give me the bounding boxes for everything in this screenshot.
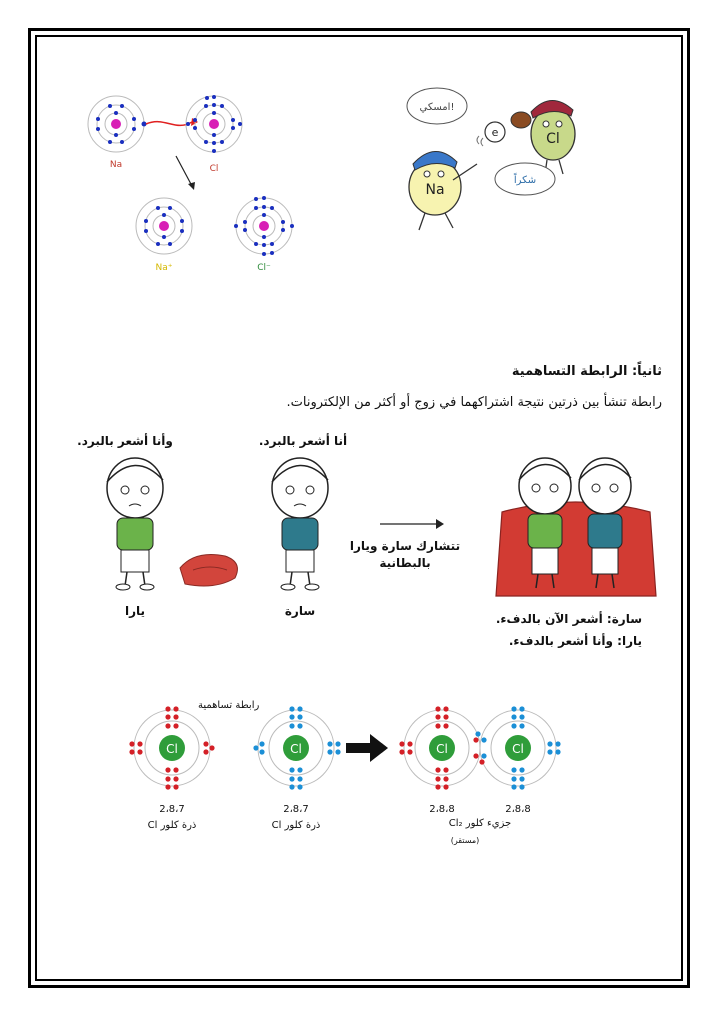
share-caption-line-1: تتشارك سارة ويارا	[349, 539, 461, 553]
molecule-stable-note: (مستقر)	[450, 836, 480, 845]
cl-character-label: Cl	[546, 131, 560, 147]
na-ion	[136, 198, 192, 254]
cl-symbol-1: Cl	[166, 742, 178, 756]
molecule-caption: جزيء كلور Cl₂	[448, 818, 512, 829]
reaction-arrow-bold	[346, 734, 388, 762]
cl2-formation-diagram	[120, 702, 580, 798]
cl-ion	[234, 196, 294, 256]
config-atom-2: 2،8،7	[283, 804, 309, 815]
speech-left-text: امسكي!	[419, 102, 455, 113]
cl-symbol-4: Cl	[512, 742, 524, 756]
section-heading: ثانياً: الرابطة التساهمية	[511, 364, 662, 379]
cl-symbol-3: Cl	[436, 742, 448, 756]
yara-figure	[107, 458, 163, 590]
cl-atom-blue	[253, 706, 340, 789]
cold-girls-illustration	[85, 450, 355, 598]
share-arrow	[378, 516, 448, 532]
sara-figure	[272, 458, 328, 590]
cl-symbol-2: Cl	[290, 742, 302, 756]
na-atom	[88, 96, 147, 152]
atom-caption-1: ذرة كلور Cl	[147, 820, 197, 831]
na-character-label: Na	[425, 182, 445, 198]
cl-label: Cl	[209, 164, 219, 174]
speech-right-text: شكراً	[513, 175, 537, 186]
ionic-bond-diagram	[80, 88, 320, 278]
sara-cold-speech: أنا أشعر بالبرد.	[258, 434, 348, 448]
covalent-definition: رابطة تنشأ بين ذرتين نتيجة اشتراكهما في زوج أو أكثر من الإلكترونات.	[286, 395, 662, 410]
config-molecule-2: 2،8،8	[505, 804, 531, 815]
blanket	[180, 555, 237, 587]
covalent-bond-label: رابطة تساهمية	[198, 700, 260, 711]
na-label: Na	[109, 160, 123, 170]
shared-blanket	[496, 502, 656, 596]
warm-girls-illustration	[490, 450, 660, 600]
cl-ion-label: Cl⁻	[257, 263, 271, 273]
config-molecule-1: 2،8،8	[429, 804, 455, 815]
yara-warm-text: يارا: وأنا أشعر بالدفء.	[508, 634, 642, 648]
share-caption	[340, 538, 470, 572]
share-caption-line-2: بالبطانية	[379, 556, 431, 570]
electron-transfer-cartoon	[395, 82, 600, 242]
electron-transfer-arrow	[146, 122, 192, 126]
sara-name: سارة	[284, 604, 316, 618]
cl2-molecule	[399, 706, 560, 789]
cl-atom-red	[129, 706, 214, 789]
yara-name: يارا	[124, 604, 146, 618]
na-character	[409, 151, 477, 230]
config-atom-1: 2،8،7	[159, 804, 185, 815]
yara-cold-speech: وأنا أشعر بالبرد.	[77, 434, 173, 448]
electron-label: e	[491, 126, 499, 139]
atom-caption-2: ذرة كلور Cl	[271, 820, 321, 831]
na-ion-label: Na⁺	[155, 263, 173, 273]
reaction-arrow	[176, 156, 192, 186]
sara-warm-text: سارة: أشعر الآن بالدفء.	[495, 612, 642, 626]
